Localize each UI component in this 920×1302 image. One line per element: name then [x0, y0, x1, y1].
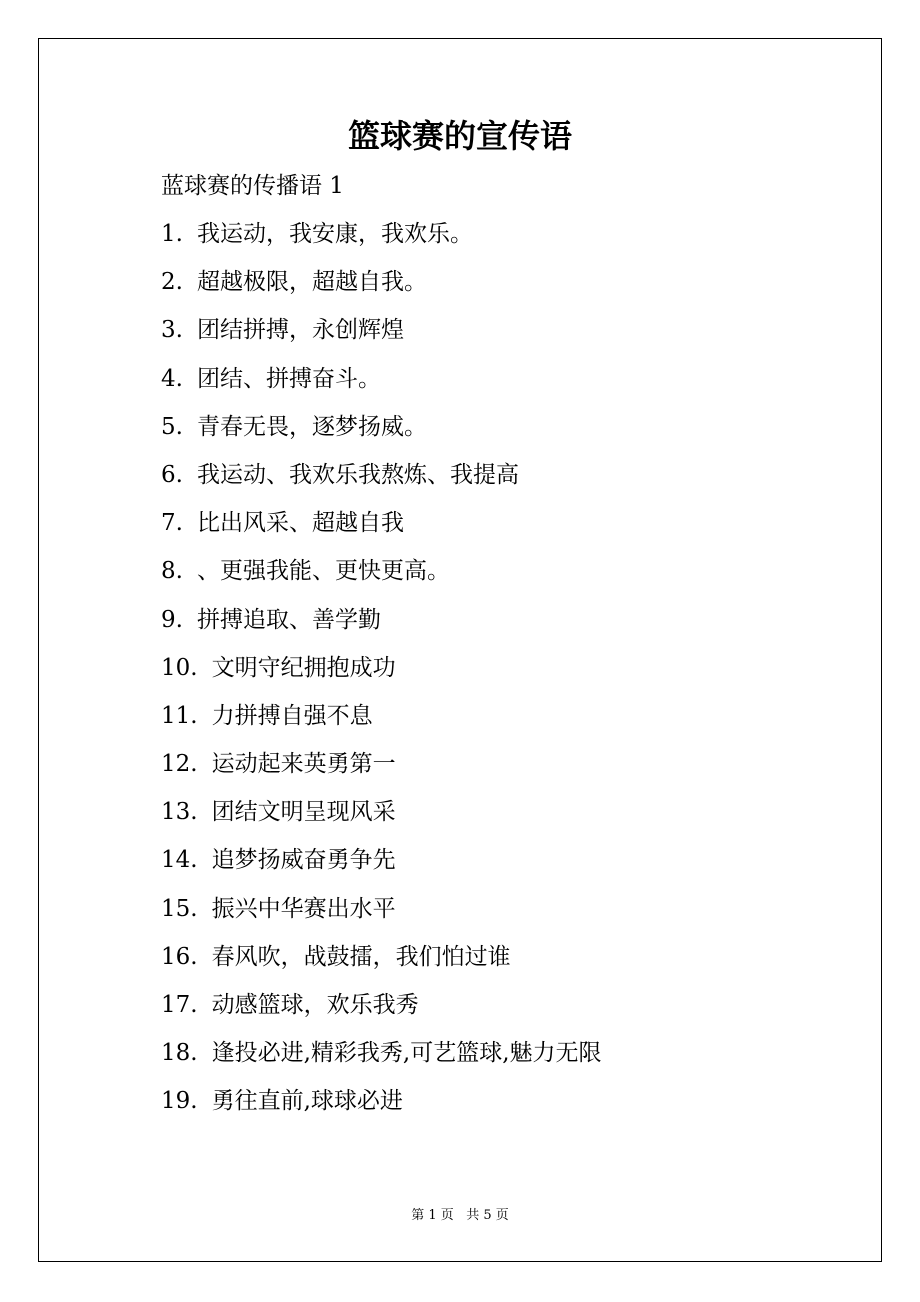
- slogan-number: 11.: [161, 702, 198, 729]
- slogan-text: 春风吹，战鼓擂，我们怕过谁: [211, 943, 511, 970]
- slogan-item: [161, 891, 602, 939]
- slogan-text: 超越极限，超越自我。: [196, 269, 427, 296]
- slogan-item: [161, 939, 602, 987]
- slogan-number: 17.: [161, 992, 198, 1018]
- slogan-text: 团结文明呈现风采: [211, 799, 396, 826]
- slogan-number: 14.: [161, 847, 198, 874]
- slogan-number: 8.: [161, 558, 183, 585]
- slogan-text: 逢投必进,精彩我秀,可艺篮球,魅力无限: [211, 1040, 602, 1067]
- slogan-item: [161, 505, 602, 553]
- slogan-item: [161, 698, 602, 746]
- slogan-list: [161, 216, 602, 1132]
- document-subtitle: 蓝球赛的传播语 1: [161, 173, 344, 199]
- slogan-number: 1.: [161, 221, 183, 247]
- slogan-item: [161, 842, 602, 890]
- page-footer: 第 1 页 共 5 页: [411, 1208, 509, 1223]
- slogan-number: 6.: [161, 461, 183, 488]
- slogan-item: [161, 312, 602, 360]
- slogan-text: 团结、拼搏奋斗。: [196, 365, 381, 392]
- slogan-text: 勇往直前,球球必进: [211, 1088, 403, 1115]
- slogan-text: 、更强我能、更快更高。: [196, 558, 450, 585]
- slogan-item: [161, 361, 602, 409]
- slogan-text: 力拼搏自强不息: [211, 702, 373, 729]
- slogan-number: 9.: [161, 606, 183, 633]
- slogan-number: 7.: [161, 510, 183, 537]
- slogan-number: 19.: [161, 1088, 198, 1115]
- slogan-item: [161, 1083, 602, 1131]
- slogan-item: [161, 987, 602, 1035]
- slogan-item: [161, 457, 602, 505]
- slogan-item: [161, 216, 602, 264]
- slogan-text: 团结拼搏，永创辉煌: [196, 317, 404, 344]
- slogan-number: 18.: [161, 1040, 198, 1067]
- slogan-number: 3.: [161, 317, 183, 344]
- slogan-item: [161, 1035, 602, 1083]
- slogan-item: [161, 264, 602, 312]
- slogan-item: [161, 602, 602, 650]
- slogan-text: 运动起来英勇第一: [211, 751, 396, 778]
- slogan-item: [161, 409, 602, 457]
- slogan-text: 追梦扬威奋勇争先: [211, 847, 396, 874]
- slogan-item: [161, 794, 602, 842]
- slogan-number: 4.: [161, 365, 183, 392]
- document-title: 篮球赛的宣传语: [347, 117, 572, 155]
- slogan-text: 动感篮球，欢乐我秀: [211, 992, 419, 1018]
- slogan-number: 15.: [161, 895, 198, 922]
- slogan-text: 拼搏追取、善学勤: [196, 606, 381, 633]
- slogan-text: 青春无畏，逐梦扬威。: [196, 413, 427, 440]
- slogan-number: 2.: [161, 269, 183, 296]
- slogan-number: 16.: [161, 943, 198, 970]
- slogan-number: 12.: [161, 751, 198, 778]
- slogan-number: 10.: [161, 654, 198, 681]
- slogan-item: [161, 553, 602, 601]
- slogan-text: 文明守纪拥抱成功: [211, 654, 396, 681]
- slogan-text: 比出风采、超越自我: [196, 510, 404, 537]
- slogan-text: 我运动、我欢乐我熬炼、我提高: [196, 461, 519, 488]
- slogan-item: [161, 746, 602, 794]
- slogan-text: 我运动，我安康，我欢乐。: [196, 221, 473, 247]
- slogan-item: [161, 650, 602, 698]
- slogan-number: 5.: [161, 413, 183, 440]
- slogan-number: 13.: [161, 799, 198, 826]
- slogan-text: 振兴中华赛出水平: [211, 895, 396, 922]
